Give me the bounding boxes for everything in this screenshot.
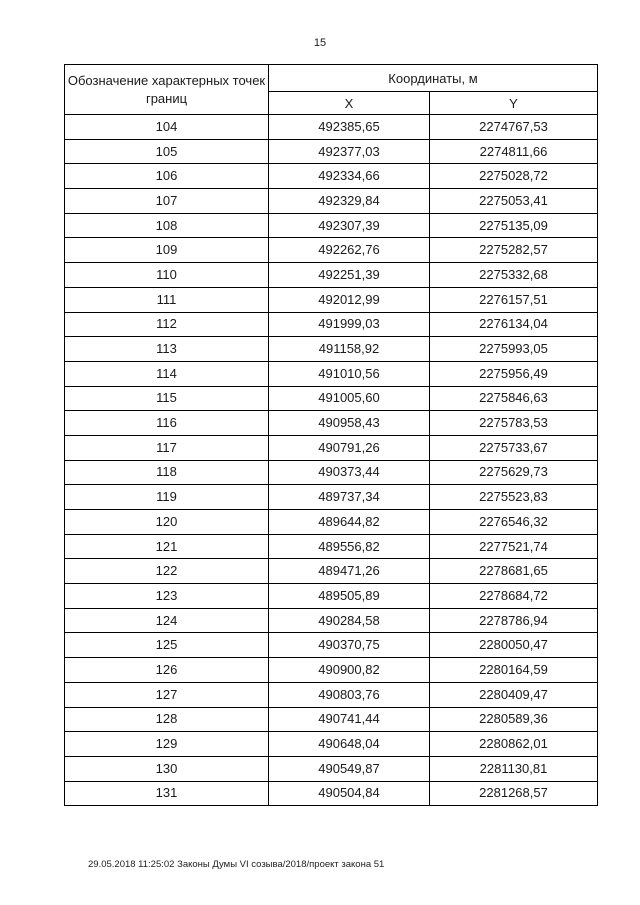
x-coordinate-cell: 490370,75 <box>269 633 430 658</box>
table-row <box>65 460 598 485</box>
point-cell: 107 <box>65 189 269 214</box>
y-coordinate-cell: 2278681,65 <box>430 559 598 584</box>
x-coordinate-cell: 489737,34 <box>269 485 430 510</box>
table-row <box>65 213 598 238</box>
point-cell: 129 <box>65 732 269 757</box>
table-row <box>65 337 598 362</box>
x-coordinate-cell: 492307,39 <box>269 213 430 238</box>
point-cell: 131 <box>65 781 269 806</box>
point-cell: 105 <box>65 139 269 164</box>
point-cell: 109 <box>65 238 269 263</box>
y-coordinate-cell: 2274767,53 <box>430 115 598 140</box>
point-cell: 126 <box>65 658 269 683</box>
document-footer: 29.05.2018 11:25:02 Законы Думы VI созыва/2018/проект закона 51 <box>88 859 385 870</box>
table-row <box>65 386 598 411</box>
table-row <box>65 658 598 683</box>
x-coordinate-cell: 490900,82 <box>269 658 430 683</box>
table-row <box>65 411 598 436</box>
y-coordinate-cell: 2277521,74 <box>430 534 598 559</box>
x-coordinate-cell: 490373,44 <box>269 460 430 485</box>
x-column-header: X <box>269 92 430 115</box>
table-row <box>65 361 598 386</box>
y-coordinate-cell: 2275783,53 <box>430 411 598 436</box>
point-cell: 117 <box>65 435 269 460</box>
table-row <box>65 435 598 460</box>
point-cell: 113 <box>65 337 269 362</box>
x-coordinate-cell: 491158,92 <box>269 337 430 362</box>
page-number: 15 <box>313 37 327 49</box>
y-column-header: Y <box>430 92 598 115</box>
table-row <box>65 608 598 633</box>
table-row <box>65 485 598 510</box>
table-row <box>65 189 598 214</box>
x-coordinate-cell: 490791,26 <box>269 435 430 460</box>
y-coordinate-cell: 2278786,94 <box>430 608 598 633</box>
y-coordinate-cell: 2275053,41 <box>430 189 598 214</box>
y-coordinate-cell: 2281130,81 <box>430 756 598 781</box>
x-coordinate-cell: 489471,26 <box>269 559 430 584</box>
y-coordinate-cell: 2275135,09 <box>430 213 598 238</box>
y-coordinate-cell: 2276134,04 <box>430 312 598 337</box>
table-row <box>65 287 598 312</box>
y-coordinate-cell: 2280050,47 <box>430 633 598 658</box>
table-row <box>65 559 598 584</box>
point-cell: 106 <box>65 164 269 189</box>
y-coordinate-cell: 2275523,83 <box>430 485 598 510</box>
y-coordinate-cell: 2275956,49 <box>430 361 598 386</box>
x-coordinate-cell: 492385,65 <box>269 115 430 140</box>
table-row <box>65 115 598 140</box>
table-row <box>65 510 598 535</box>
point-cell: 116 <box>65 411 269 436</box>
point-cell: 125 <box>65 633 269 658</box>
y-coordinate-cell: 2280164,59 <box>430 658 598 683</box>
x-coordinate-cell: 492377,03 <box>269 139 430 164</box>
coordinates-header: Координаты, м <box>269 65 598 92</box>
point-cell: 111 <box>65 287 269 312</box>
y-coordinate-cell: 2275282,57 <box>430 238 598 263</box>
point-cell: 114 <box>65 361 269 386</box>
table-row <box>65 707 598 732</box>
x-coordinate-cell: 489556,82 <box>269 534 430 559</box>
point-cell: 123 <box>65 584 269 609</box>
x-coordinate-cell: 490549,87 <box>269 756 430 781</box>
table-row <box>65 756 598 781</box>
y-coordinate-cell: 2281268,57 <box>430 781 598 806</box>
table-row <box>65 263 598 288</box>
point-cell: 108 <box>65 213 269 238</box>
x-coordinate-cell: 491999,03 <box>269 312 430 337</box>
point-cell: 119 <box>65 485 269 510</box>
y-coordinate-cell: 2276546,32 <box>430 510 598 535</box>
table-header-row <box>65 65 598 92</box>
point-cell: 121 <box>65 534 269 559</box>
y-coordinate-cell: 2274811,66 <box>430 139 598 164</box>
table-row <box>65 534 598 559</box>
x-coordinate-cell: 490958,43 <box>269 411 430 436</box>
table-row <box>65 584 598 609</box>
y-coordinate-cell: 2275846,63 <box>430 386 598 411</box>
x-coordinate-cell: 490803,76 <box>269 682 430 707</box>
point-cell: 115 <box>65 386 269 411</box>
y-coordinate-cell: 2280589,36 <box>430 707 598 732</box>
x-coordinate-cell: 489644,82 <box>269 510 430 535</box>
x-coordinate-cell: 492251,39 <box>269 263 430 288</box>
x-coordinate-cell: 492329,84 <box>269 189 430 214</box>
point-cell: 104 <box>65 115 269 140</box>
x-coordinate-cell: 492012,99 <box>269 287 430 312</box>
table-row <box>65 682 598 707</box>
y-coordinate-cell: 2275629,73 <box>430 460 598 485</box>
y-coordinate-cell: 2278684,72 <box>430 584 598 609</box>
x-coordinate-cell: 489505,89 <box>269 584 430 609</box>
point-cell: 124 <box>65 608 269 633</box>
point-cell: 110 <box>65 263 269 288</box>
table-row <box>65 312 598 337</box>
table-body <box>65 115 598 806</box>
x-coordinate-cell: 492262,76 <box>269 238 430 263</box>
y-coordinate-cell: 2275993,05 <box>430 337 598 362</box>
point-cell: 130 <box>65 756 269 781</box>
y-coordinate-cell: 2275028,72 <box>430 164 598 189</box>
y-coordinate-cell: 2275733,67 <box>430 435 598 460</box>
table-row <box>65 781 598 806</box>
table-row <box>65 633 598 658</box>
x-coordinate-cell: 490504,84 <box>269 781 430 806</box>
y-coordinate-cell: 2280862,01 <box>430 732 598 757</box>
point-column-header: Обозначение характерных точек границ <box>65 65 269 115</box>
x-coordinate-cell: 490648,04 <box>269 732 430 757</box>
x-coordinate-cell: 491005,60 <box>269 386 430 411</box>
x-coordinate-cell: 491010,56 <box>269 361 430 386</box>
y-coordinate-cell: 2280409,47 <box>430 682 598 707</box>
y-coordinate-cell: 2276157,51 <box>430 287 598 312</box>
table-row <box>65 238 598 263</box>
point-cell: 127 <box>65 682 269 707</box>
table-row <box>65 732 598 757</box>
point-cell: 120 <box>65 510 269 535</box>
table-row <box>65 139 598 164</box>
table-row <box>65 164 598 189</box>
x-coordinate-cell: 490284,58 <box>269 608 430 633</box>
x-coordinate-cell: 492334,66 <box>269 164 430 189</box>
point-cell: 112 <box>65 312 269 337</box>
x-coordinate-cell: 490741,44 <box>269 707 430 732</box>
coordinates-table <box>64 64 598 806</box>
point-cell: 128 <box>65 707 269 732</box>
point-cell: 122 <box>65 559 269 584</box>
y-coordinate-cell: 2275332,68 <box>430 263 598 288</box>
point-cell: 118 <box>65 460 269 485</box>
